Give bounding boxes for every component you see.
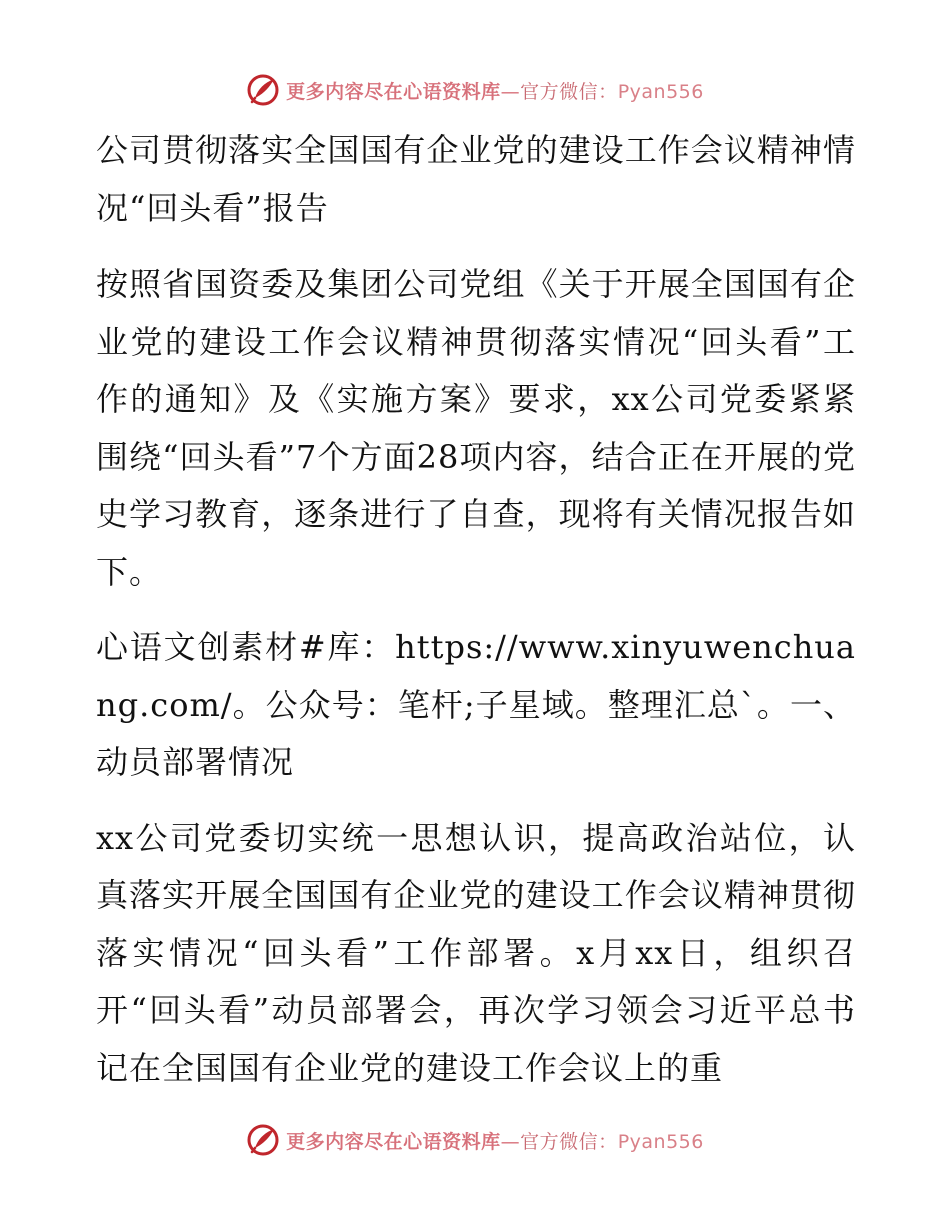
- paragraph-mobilization: xx公司党委切实统一思想认识，提高政治站位，认真落实开展全国国有企业党的建设工作会议精神贯彻落实情况“回头看”工作部署。x月xx日，组织召开“回头看”动员部署会，再次学习领会习近平总书记在全国国有企业党的建设工作会议上的重: [96, 818, 856, 1087]
- banner-wechat-label: 官方微信：: [520, 1130, 618, 1153]
- document-title: 公司贯彻落实全国国有企业党的建设工作会议精神情况“回头看”报告: [96, 131, 856, 227]
- document-body: [96, 122, 856, 1097]
- quill-pen-logo-icon: [246, 1123, 280, 1157]
- header-banner-content: [246, 73, 704, 107]
- banner-site-name: 更多内容尽在心语资料库: [286, 1130, 501, 1153]
- banner-wechat-id: Pyan556: [617, 80, 704, 103]
- banner-wechat-label: 官方微信：: [520, 80, 618, 103]
- banner-separator: —: [500, 1130, 521, 1153]
- banner-text: [286, 1127, 704, 1154]
- paragraph-intro: 按照省国资委及集团公司党组《关于开展全国国有企业党的建设工作会议精神贯彻落实情况“回头看”工作的通知》及《实施方案》要求，xx公司党委紧紧围绕“回头看”7个方面28项内容，结合正在开展的党史学习教育，逐条进行了自查，现将有关情况报告如下。: [96, 265, 856, 591]
- quill-pen-logo-icon: [246, 73, 280, 107]
- footer-banner-content: [246, 1123, 704, 1157]
- footer-banner: [0, 1120, 950, 1160]
- banner-wechat-id: Pyan556: [617, 1130, 704, 1153]
- banner-site-name: 更多内容尽在心语资料库: [286, 80, 501, 103]
- header-banner: [0, 70, 950, 110]
- paragraph-source-and-heading: 心语文创素材#库：https://www.xinyuwenchuang.com/。公众号：笔杆;子星域。整理汇总`。一、动员部署情况: [96, 628, 856, 781]
- banner-separator: —: [500, 80, 521, 103]
- banner-text: [286, 77, 704, 104]
